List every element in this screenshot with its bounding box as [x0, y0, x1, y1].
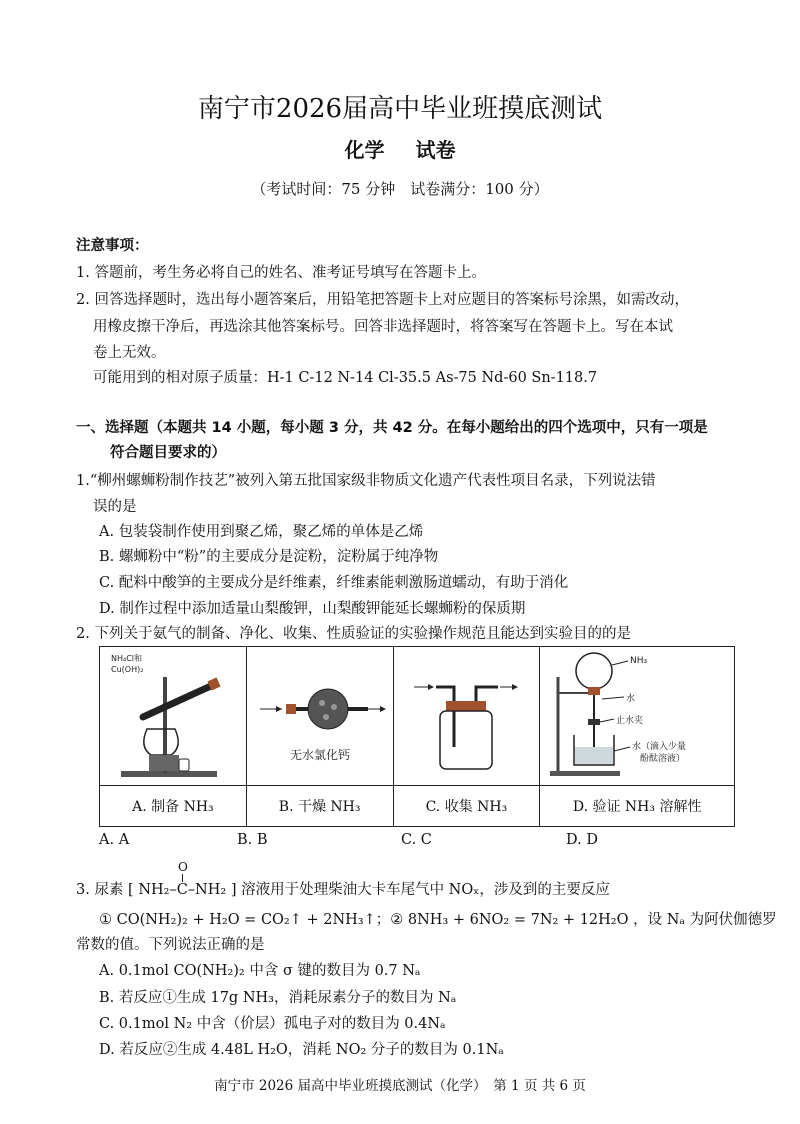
notice-item-2-line-2: 用橡皮擦干净后，再选涂其他答案标号。回答非选择题时，将答案写在答题卡上。写在本试 [93, 319, 673, 335]
solution-pointer [614, 747, 630, 751]
granule-2 [331, 704, 337, 710]
pinch-clamp [588, 719, 600, 725]
q3-option-a: A. 0.1mol CO(NH₂)₂ 中含 σ 键的数目为 0.7 Nₐ [99, 963, 421, 979]
q3-option-d: D. 若反应②生成 4.48L H₂O，消耗 NO₂ 分子的数目为 0.1Nₐ [99, 1042, 504, 1058]
q1-option-b: B. 螺蛳粉中“粉”的主要成分是淀粉，淀粉属于纯净物 [99, 549, 439, 565]
fig-d-solution-label-1: 水（滴入少量 [632, 742, 687, 752]
small-bottle [179, 759, 189, 771]
q2-option-b: B. B [237, 832, 268, 848]
arrow-out-head [380, 706, 386, 712]
beaker-solution [575, 747, 613, 764]
figure-a-cell [100, 647, 247, 786]
q1-option-a: A. 包装袋制作使用到聚乙烯，聚乙烯的单体是乙烯 [99, 524, 424, 540]
paper-label: 试卷 [415, 138, 456, 162]
lamp-stand [149, 755, 179, 771]
q1-option-d: D. 制作过程中添加适量山梨酸钾，山梨酸钾能延长螺蛳粉的保质期 [99, 601, 526, 617]
granule-3 [323, 714, 329, 720]
notice-item-1: 1. 答题前，考生务必将自己的姓名、准考证号填写在答题卡上。 [76, 265, 486, 281]
fig-d-clip-label: 止水夹 [616, 716, 644, 726]
bottle-stopper [446, 701, 486, 711]
flask-stopper [588, 687, 600, 695]
fig-b-label: 无水氯化钙 [289, 748, 350, 762]
figure-c-gas-bottle [396, 647, 536, 781]
drying-bulb [308, 689, 348, 729]
subject-name: 化学 [344, 138, 385, 162]
iron-stand-base [121, 771, 217, 777]
q1-stem-cont: 误的是 [93, 499, 137, 515]
exam-time-info: （考试时间：75 分钟 试卷满分：100 分） [251, 180, 549, 198]
stopper-left [286, 704, 296, 714]
q3-stem: 3. 尿素 [ NH₂–C–NH₂ ] 溶液用于处理柴油大卡车尾气中 NOₓ，涉及到的主要反应 [76, 882, 610, 898]
figure-c-cell [393, 647, 540, 786]
page-title: 南宁市2026届高中毕业班摸底测试 [197, 94, 603, 124]
q3-option-c: C. 0.1mol N₂ 中含（价层）孤电子对的数目为 0.4Nₐ [99, 1016, 446, 1032]
fig-a-label-2: Cu(OH)₂ [110, 665, 144, 674]
q1-stem: 1.“柳州螺蛳粉制作技艺”被列入第五批国家级非物质文化遗产代表性项目名录，下列说法错 [76, 473, 656, 489]
nh3-pointer [612, 661, 628, 665]
section-1-heading-cont: 符合题目要求的） [110, 445, 226, 461]
q1-option-c: C. 配料中酸笋的主要成分是纤维素，纤维素能刺激肠道蠕动，有助于消化 [99, 575, 569, 591]
figure-a-heating-apparatus [103, 647, 243, 781]
urea-oxygen-atom: O [178, 860, 188, 874]
arrow-c-out-head [512, 684, 518, 690]
caption-c: C. 收集 NH₃ [393, 786, 540, 827]
fig-d-water-label: 水 [626, 694, 636, 704]
fig-a-label-1: NH₄Cl和 [110, 654, 142, 663]
caption-d: D. 验证 NH₃ 溶解性 [540, 786, 735, 827]
page-footer: 南宁市 2026 届高中毕业班摸底测试（化学） 第 1 页 共 6 页 [214, 1078, 586, 1094]
round-flask [576, 653, 612, 689]
notice-item-2-line-3: 卷上无效。 [93, 345, 166, 361]
fig-d-solution-label-2: 酚酞溶液） [640, 754, 686, 764]
subject-title [0, 134, 800, 163]
figure-b-cell [246, 647, 393, 786]
arrow-c-in-head [428, 684, 434, 690]
clip-pointer [600, 719, 614, 722]
arrow-in-head [276, 706, 282, 712]
apparatus-table [99, 646, 735, 827]
inlet-tube [436, 687, 454, 747]
fig-d-nh3-label: NH₃ [630, 656, 648, 666]
q2-option-d: D. D [566, 832, 598, 848]
caption-b: B. 干燥 NH₃ [246, 786, 393, 827]
granule-1 [319, 700, 325, 706]
notice-item-2-line-1: 2. 回答选择题时，选出每小题答案后，用铅笔把答题卡上对应题目的答案标号涂黑，如需改动， [76, 292, 689, 308]
q2-option-c: C. C [401, 832, 432, 848]
q3-reactions: ① CO(NH₂)₂ + H₂O = CO₂↑ + 2NH₃↑；② 8NH₃ + 6NO₂ = 7N₂ + 12H₂O ，设 Nₐ 为阿伏伽德罗 [99, 912, 777, 928]
q3-stem-cont: 常数的值。下列说法正确的是 [76, 937, 265, 953]
stand-base-d [550, 771, 620, 776]
q3-option-b: B. 若反应①生成 17g NH₃，消耗尿素分子的数目为 Nₐ [99, 990, 457, 1006]
figure-d-fountain-apparatus [544, 647, 730, 781]
q2-stem: 2. 下列关于氨气的制备、净化、收集、性质验证的实验操作规范且能达到实验目的的是 [76, 626, 631, 642]
caption-a: A. 制备 NH₃ [100, 786, 247, 827]
figure-d-cell [540, 647, 735, 786]
alcohol-lamp [144, 729, 178, 755]
section-1-heading: 一、选择题（本题共 14 小题，每小题 3 分，共 42 分。在每小题给出的四个选项中，只有一项是 [76, 420, 708, 436]
water-pointer [602, 697, 624, 699]
gas-bottle [440, 711, 492, 769]
test-tube [143, 685, 213, 717]
q2-option-a: A. A [99, 832, 130, 848]
figure-b-drying-tube [250, 647, 390, 781]
atomic-masses: 可能用到的相对原子质量：H-1 C-12 N-14 Cl-35.5 As-75 Nd-60 Sn-118.7 [93, 370, 598, 386]
notice-heading: 注意事项： [76, 238, 149, 254]
